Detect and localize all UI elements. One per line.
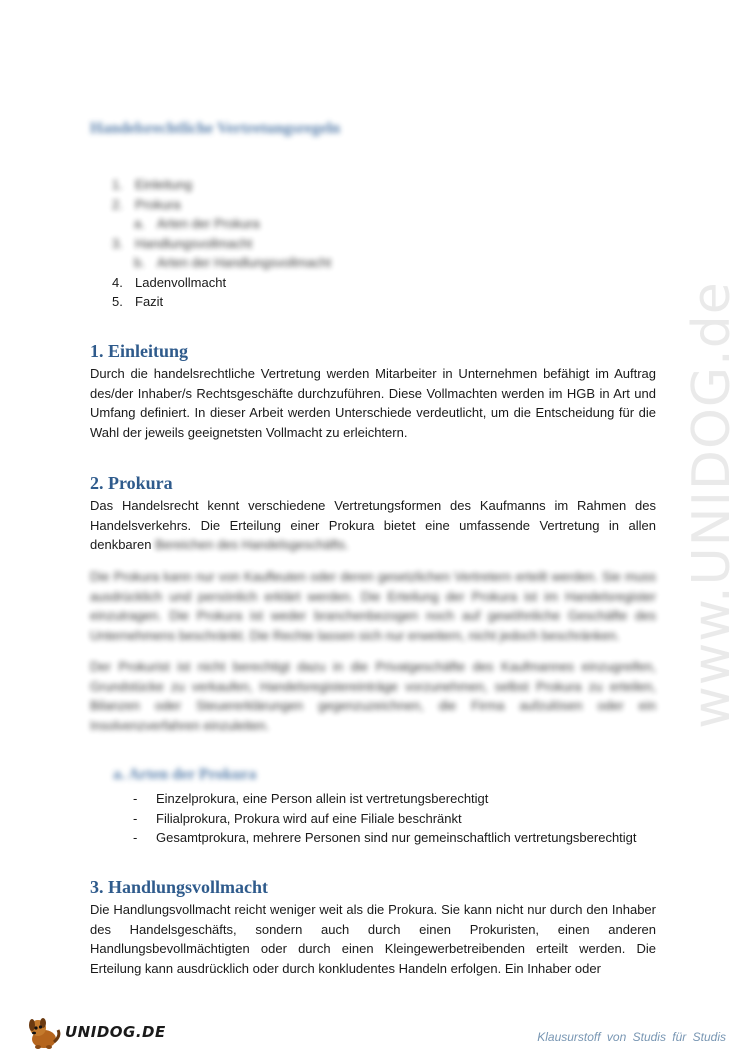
toc-label: Einleitung [135,177,193,192]
toc-label: Arten der Handlungsvollmacht [157,255,332,270]
toc-number: 4. [112,274,123,290]
document-title: Handelsrechtliche Vertretungsregeln [90,120,341,137]
list-item-text: Gesamtprokura, mehrere Personen sind nur gemeinschaftlich vertretungsberechtigt [156,830,637,845]
section-paragraph: Durch die handelsrechtliche Vertretung werden Mitarbeiter in Unternehmen befähigt im Auftrag des/der Inhaber/s Rechtsgeschäfte durchzuführen. Diese Vollmachten werden im HGB in Art und Umfang definiert. In dieser Arbeit werden Unterschiede verdeutlicht, um die Entscheidung für die Wahl der jeweils geeignetsten Vollmacht zu erleichtern. [90,366,656,440]
unidog-logo [24,1012,166,1052]
toc-label: Handlungsvollmacht [135,235,253,251]
list-item-text: Filialprokura, Prokura wird auf eine Filiale beschränkt [156,810,462,826]
toc-number: 3. [112,235,123,251]
paragraph-visible-text: Das Handelsrecht kennt verschiedene Vertretungsformen des Kaufmanns im Rahmen des Handelsverkehrs. Die Erteilung einer Prokura bietet eine umfassende Vertretung in allen denkbaren [90,498,656,553]
toc-number: 5. [112,294,123,309]
subsection-heading-arten-der-prokura: a. Arten der Prokura [113,766,257,783]
table-of-contents [112,175,472,312]
prokura-types-list [133,789,673,848]
toc-item [112,195,472,215]
toc-number: 1. [112,177,123,192]
list-item [133,809,673,829]
toc-item [112,234,472,254]
blurred-paragraph: Der Prokurist ist nicht berechtigt dazu in die Privatgeschäfte des Kaufmannes einzugreifen, Grundstücke zu verkaufen, Handelsregistereinträge vorzunehmen, selbst Prokura zu erteilen, Bilanzen oder Steuererklärungen gegenzuzeichnen, die Firma aufzulösen oder ein Insolvenzverfahren einzuleiten. [90,659,656,733]
toc-number: b. [134,255,145,270]
toc-subitem [112,253,472,273]
toc-item [112,175,472,195]
blurred-paragraph: Die Prokura kann nur von Kaufleuten oder deren gesetzlichen Vertretern erteilt werden. Sie muss ausdrücklich und persönlich erklärt werden. Die Erteilung der Prokura ist im Handelsregister einzutragen. Die Prokura ist weder branchenbezogen noch auf gewöhnliche Geschäfte des Unternehmens beschränkt. Die Rechte lassen sich nur erweitern, nicht jedoch beschränken. [90,569,656,643]
toc-label: Prokura [135,196,181,212]
section-paragraph [90,496,656,555]
toc-label: Arten der Prokura [157,216,260,231]
paragraph-blurred-text: Bereichen des Handelsgeschäfts. [155,537,349,553]
section-heading-prokura: 2. Prokura [90,473,173,493]
bullet-marker: - [133,830,138,845]
list-item-text: Einzelprokura, eine Person allein ist vertretungsberechtigt [156,791,489,806]
section-heading-handlungsvollmacht: 3. Handlungsvollmacht [90,877,269,897]
toc-subitem [112,214,472,234]
toc-number: a. [134,216,145,231]
dog-mascot-icon [24,1012,64,1052]
logo-wordmark: UNIDOG.DE [65,1023,166,1041]
toc-item [112,273,472,293]
watermark-text: www.UNIDOG.de [682,281,742,729]
list-item [133,789,673,809]
list-item [133,828,673,848]
toc-item [112,292,472,312]
bullet-marker: - [133,810,138,826]
footer-tagline: Klausurstoff von Studis für Studis [537,1030,726,1044]
toc-label: Ladenvollmacht [135,274,227,290]
toc-number: 2. [112,196,123,212]
toc-label: Fazit [135,294,164,309]
section-heading-einleitung: 1. Einleitung [90,341,189,361]
section-paragraph: Die Handlungsvollmacht reicht weniger weit als die Prokura. Sie kann nicht nur durch den Inhaber des Handelsgeschäfts, sondern auch durch einen Prokuristen, einen anderen Handlungsbevollmächtigten oder durch einen Kleingewerbetreibenden erteilt werden. Die Erteilung kann ausdrücklich oder durch konkludentes Handeln erfolgen. Ein Inhaber oder [90,902,656,976]
bullet-marker: - [133,791,138,806]
